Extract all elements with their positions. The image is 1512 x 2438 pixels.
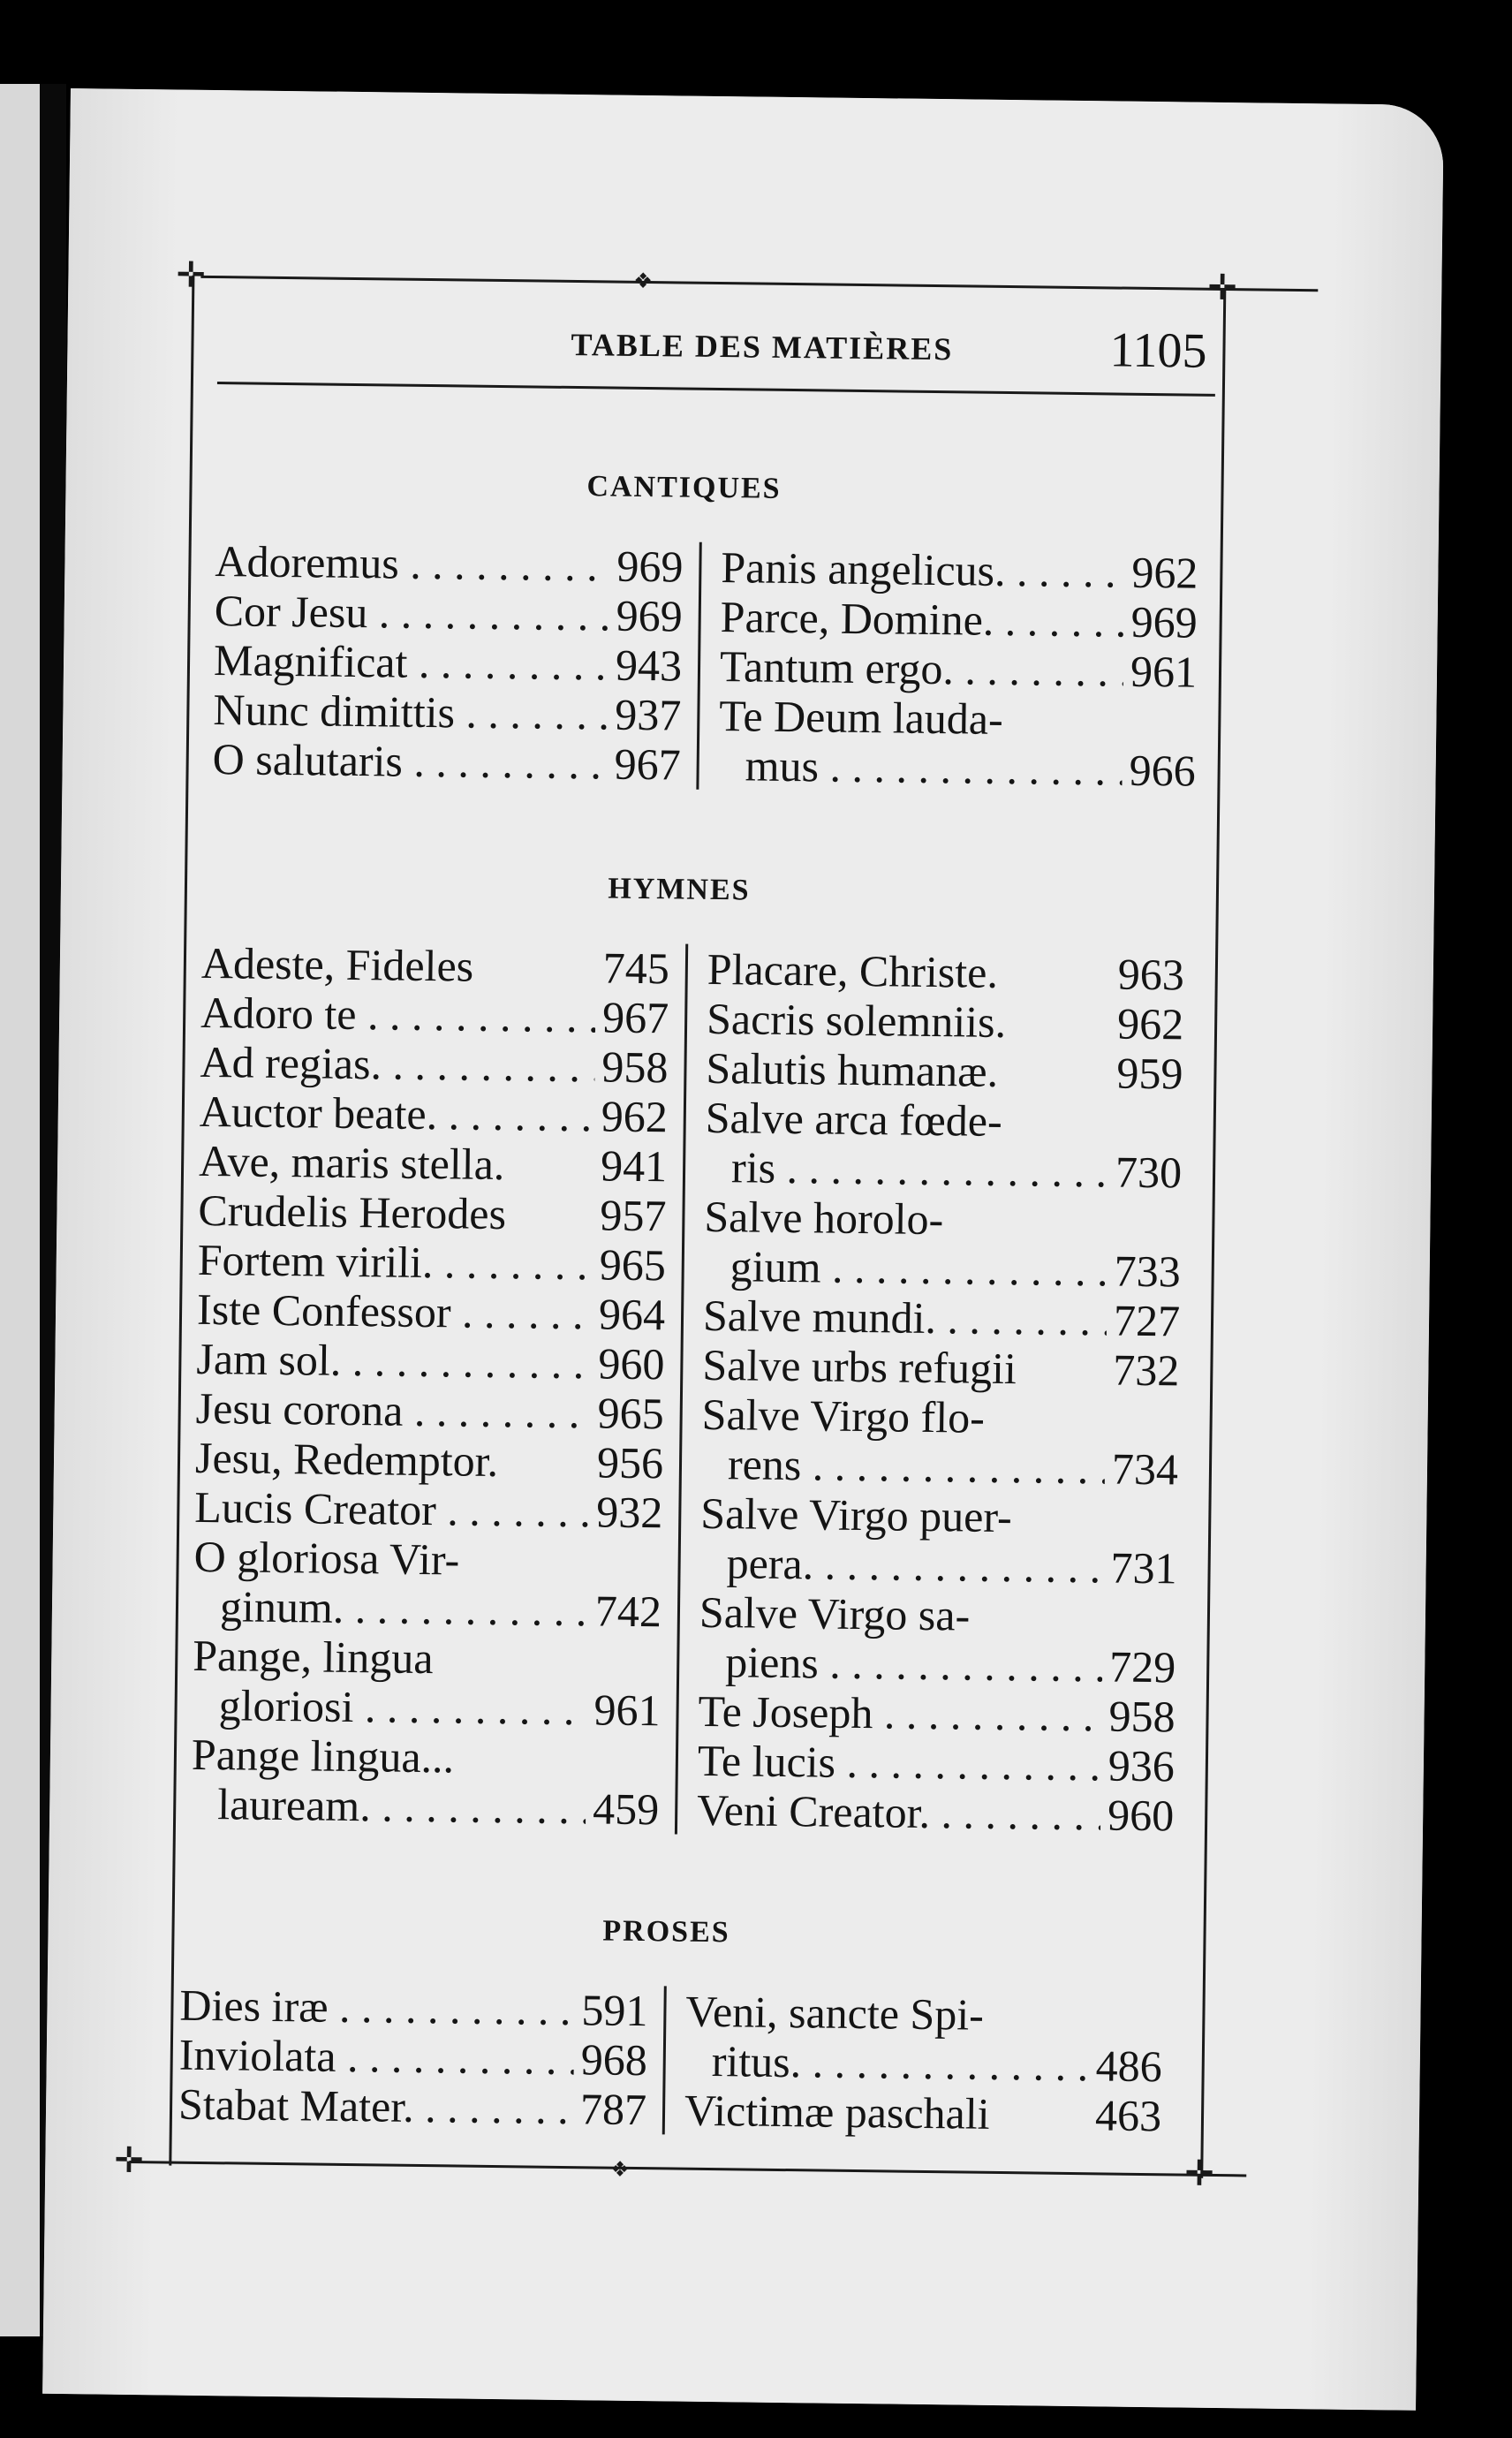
toc-entry: Salve Virgo puer- bbox=[700, 1488, 1013, 1542]
toc-entry: Victimæ paschali 463 bbox=[684, 2085, 1162, 2141]
toc-entry: gloriosi . . . 961 bbox=[192, 1680, 661, 1735]
toc-entry: Stabat Mater. . . . 787 bbox=[178, 2079, 647, 2134]
column-left bbox=[178, 1980, 667, 2135]
toc-entry: Sacris solemniis. 962 bbox=[706, 993, 1184, 1049]
corner-ornament-icon: ✛ bbox=[114, 2139, 145, 2182]
toc-entry: Jesu corona . . . 965 bbox=[195, 1383, 664, 1438]
toc-entry: Jam sol. . . . 960 bbox=[196, 1334, 665, 1389]
center-ornament-icon: ❖ bbox=[610, 2156, 630, 2182]
section-hymnes bbox=[191, 938, 1184, 1841]
toc-entry: Inviolata . . . 968 bbox=[178, 2030, 647, 2085]
toc-entry: Panis angelicus. . . . 962 bbox=[721, 542, 1198, 598]
toc-entry: Iste Confessor . . . 964 bbox=[197, 1284, 666, 1339]
column-left bbox=[191, 938, 688, 1835]
toc-entry: Adoremus . . . 969 bbox=[215, 536, 684, 591]
toc-entry: Ad regias. . . . 958 bbox=[200, 1037, 669, 1092]
toc-entry: Veni Creator. . . . 960 bbox=[697, 1785, 1175, 1841]
section-proses bbox=[178, 1980, 1163, 2141]
toc-entry: Tantum ergo. . . . 961 bbox=[720, 641, 1198, 697]
toc-entry: Salve Virgo flo- bbox=[701, 1389, 986, 1442]
book-page bbox=[42, 88, 1444, 2411]
toc-entry: Parce, Domine. . . . 969 bbox=[720, 592, 1198, 647]
toc-entry: Pange, lingua bbox=[192, 1630, 434, 1684]
toc-entry: Dies iræ . . . 591 bbox=[179, 1980, 648, 2035]
toc-entry: mus . . . 966 bbox=[718, 740, 1196, 796]
toc-entry: Placare, Christe. 963 bbox=[707, 943, 1185, 1000]
toc-entry: O gloriosa Vir- bbox=[193, 1531, 460, 1585]
toc-entry: gium . . . 733 bbox=[703, 1241, 1181, 1297]
toc-entry: Veni, sancte Spi- bbox=[685, 1986, 985, 2040]
column-right bbox=[699, 542, 1198, 796]
toc-entry: Nunc dimittis . . . 937 bbox=[213, 685, 682, 739]
adjacent-page-strip bbox=[0, 84, 40, 2336]
toc-entry: Te Deum lauda- bbox=[719, 691, 1004, 744]
toc-entry: Pange lingua... bbox=[191, 1729, 455, 1783]
toc-entry: Lucis Creator . . . 932 bbox=[194, 1482, 663, 1537]
toc-entry: O salutaris . . . 967 bbox=[212, 734, 681, 789]
toc-entry: Adoro te . . . 967 bbox=[200, 988, 669, 1042]
toc-entry: Salutis humanæ. 959 bbox=[706, 1042, 1183, 1099]
toc-entry: Magnificat . . . 943 bbox=[214, 635, 683, 690]
toc-entry: Salve horolo- bbox=[704, 1191, 944, 1245]
toc-entry: Ave, maris stella. 941 bbox=[198, 1135, 668, 1192]
toc-entry: Auctor beate. . . . 962 bbox=[200, 1086, 669, 1141]
toc-entry: Te lucis . . . 936 bbox=[698, 1736, 1176, 1791]
page-number: 1105 bbox=[1109, 322, 1207, 379]
toc-entry: Salve urbs refugii 732 bbox=[702, 1339, 1180, 1396]
corner-ornament-icon: ✛ bbox=[1183, 2153, 1215, 2194]
toc-entry: pera. . . . 731 bbox=[699, 1538, 1177, 1594]
column-left bbox=[212, 536, 701, 790]
toc-entry: Te Joseph . . . 958 bbox=[698, 1686, 1176, 1742]
corner-ornament-icon: ✛ bbox=[176, 254, 207, 296]
toc-entry: Salve mundi. . . . 727 bbox=[703, 1291, 1181, 1346]
section-heading-cantiques: CANTIQUES bbox=[586, 470, 782, 505]
toc-entry: Crudelis Herodes 957 bbox=[198, 1185, 667, 1241]
toc-entry: lauream. . . . 459 bbox=[191, 1779, 660, 1834]
toc-entry: Adeste, Fideles 745 bbox=[200, 937, 670, 994]
running-title: TABLE DES MATIÈRES bbox=[571, 326, 954, 367]
running-head bbox=[217, 311, 1216, 397]
center-ornament-icon: ❖ bbox=[633, 268, 654, 294]
column-right bbox=[665, 1986, 1163, 2140]
toc-entry: Cor Jesu . . . 969 bbox=[214, 586, 683, 640]
toc-entry: Fortem virili. . . . 965 bbox=[197, 1235, 666, 1290]
column-right bbox=[677, 944, 1184, 1841]
toc-entry: ritus. . . . 486 bbox=[684, 2036, 1162, 2092]
section-heading-proses: PROSES bbox=[602, 1914, 730, 1950]
toc-entry: Salve arca fœde- bbox=[705, 1092, 1003, 1146]
section-heading-hymnes: HYMNES bbox=[608, 872, 751, 907]
corner-ornament-icon: ✛ bbox=[1207, 267, 1238, 309]
toc-entry: ginum. . . . 742 bbox=[193, 1581, 662, 1636]
toc-entry: ris . . . 730 bbox=[705, 1142, 1183, 1198]
toc-entry: piens . . . 729 bbox=[699, 1637, 1176, 1692]
toc-entry: Salve Virgo sa- bbox=[699, 1586, 971, 1640]
toc-entry: rens . . . 734 bbox=[701, 1439, 1179, 1495]
section-cantiques bbox=[212, 536, 1198, 796]
toc-entry: Jesu, Redemptor. 956 bbox=[194, 1432, 664, 1488]
